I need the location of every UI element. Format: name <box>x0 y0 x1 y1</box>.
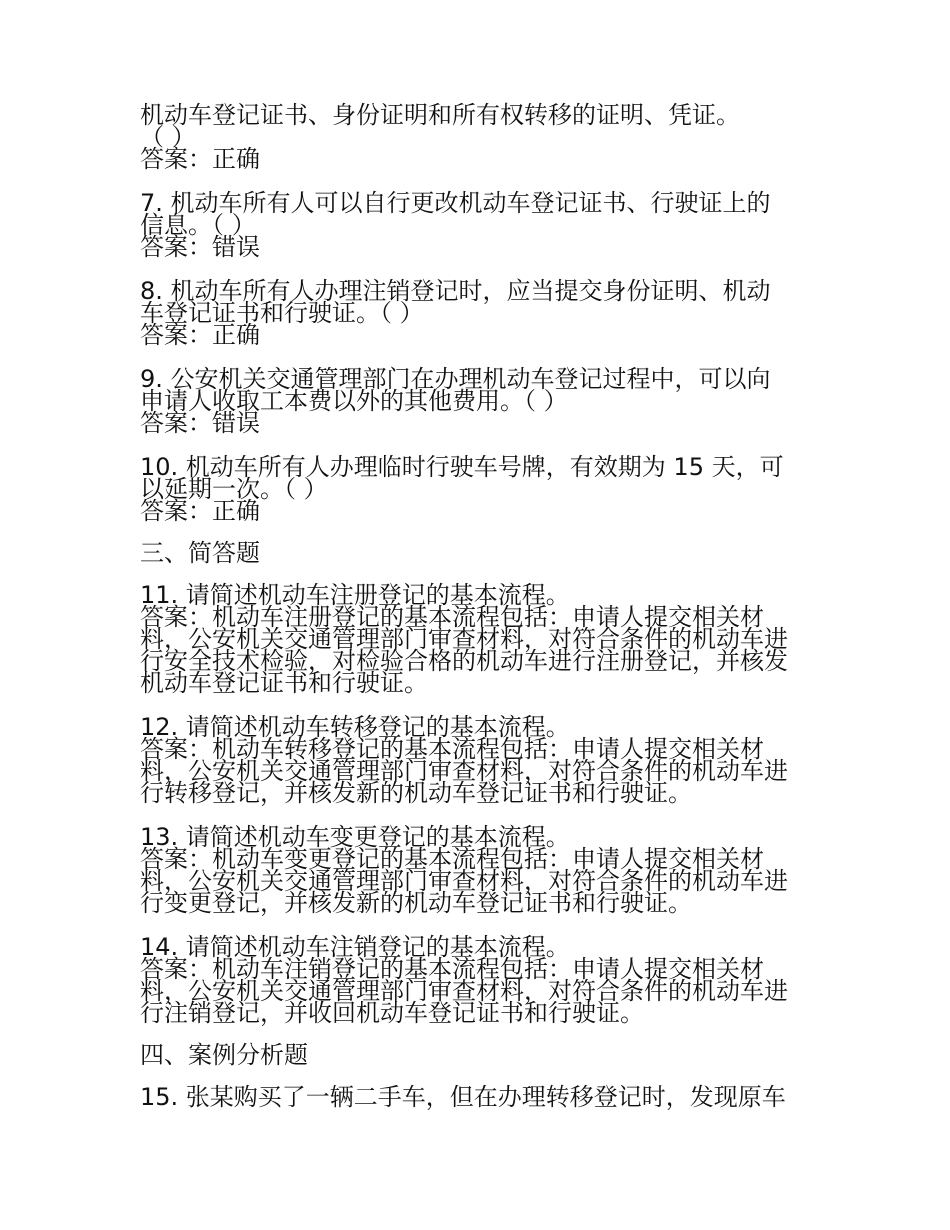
answer-text-cont: 行注销登记，并收回机动车登记证书和行驶证。 <box>140 999 644 1027</box>
answer-text: 答案：机动车注册登记的基本流程包括：申请人提交相关材 <box>140 603 764 631</box>
answer-text: 答案：正确 <box>140 321 260 349</box>
question-block-15 <box>140 1083 820 1111</box>
question-block-6 <box>140 101 820 173</box>
answer-text: 答案：正确 <box>140 145 260 173</box>
answer-text-cont: 行变更登记，并核发新的机动车登记证书和行驶证。 <box>140 889 692 917</box>
question-text-cont: 申请人收取工本费以外的其他费用。（ ） <box>140 387 568 415</box>
question-text: 8. 机动车所有人办理注销登记时，应当提交身份证明、机动 <box>140 277 771 305</box>
question-text: 14. 请简述机动车注销登记的基本流程。 <box>140 933 570 961</box>
answer-text: 答案：机动车转移登记的基本流程包括：申请人提交相关材 <box>140 735 764 763</box>
question-text: 机动车登记证书、身份证明和所有权转移的证明、凭证。 <box>140 101 740 129</box>
question-text: 9. 公安机关交通管理部门在办理机动车登记过程中，可以向 <box>140 365 771 393</box>
answer-text: 答案：机动车注销登记的基本流程包括：申请人提交相关材 <box>140 955 764 983</box>
document-page <box>140 101 820 1111</box>
question-text: 7. 机动车所有人可以自行更改机动车登记证书、行驶证上的 <box>140 189 771 217</box>
answer-text-cont: 行转移登记，并核发新的机动车登记证书和行驶证。 <box>140 779 692 807</box>
question-block-8 <box>140 277 820 349</box>
question-text: 10. 机动车所有人办理临时行驶车号牌，有效期为 15 天，可 <box>140 453 784 481</box>
question-block-13 <box>140 823 820 917</box>
question-block-14 <box>140 933 820 1027</box>
question-block-11 <box>140 581 820 697</box>
question-text: 13. 请简述机动车变更登记的基本流程。 <box>140 823 570 851</box>
question-block-9 <box>140 365 820 437</box>
answer-text-cont: 料，公安机关交通管理部门审查材料，对符合条件的机动车进 <box>140 757 788 785</box>
question-text: 15. 张某购买了一辆二手车，但在办理转移登记时，发现原车 <box>140 1083 786 1111</box>
answer-text: 答案：错误 <box>140 409 260 437</box>
answer-text-cont: 料，公安机关交通管理部门审查材料，对符合条件的机动车进 <box>140 867 788 895</box>
answer-text: 答案：机动车变更登记的基本流程包括：申请人提交相关材 <box>140 845 764 873</box>
answer-text-cont: 料，公安机关交通管理部门审查材料，对符合条件的机动车进 <box>140 625 788 653</box>
question-text-cont: 以延期一次。（ ） <box>140 475 328 503</box>
answer-text-cont: 行安全技术检验，对检验合格的机动车进行注册登记，并核发 <box>140 647 788 675</box>
question-text: 11. 请简述机动车注册登记的基本流程。 <box>140 581 570 609</box>
answer-text-cont: 料，公安机关交通管理部门审查材料，对符合条件的机动车进 <box>140 977 788 1005</box>
section-heading-case-analysis: 四、案例分析题 <box>140 1041 308 1069</box>
answer-text-cont: 机动车登记证书和行驶证。 <box>140 669 428 697</box>
question-text: 12. 请简述机动车转移登记的基本流程。 <box>140 713 570 741</box>
answer-text: 答案：错误 <box>140 233 260 261</box>
question-text-cont: 车登记证书和行驶证。（ ） <box>140 299 424 327</box>
question-block-10 <box>140 453 820 525</box>
question-text-cont: 信息。（ ） <box>140 211 256 239</box>
question-block-7 <box>140 189 820 261</box>
section-heading-short-answer: 三、简答题 <box>140 539 260 567</box>
question-block-12 <box>140 713 820 807</box>
answer-text: 答案：正确 <box>140 497 260 525</box>
question-text-cont: （ ） <box>140 123 196 151</box>
